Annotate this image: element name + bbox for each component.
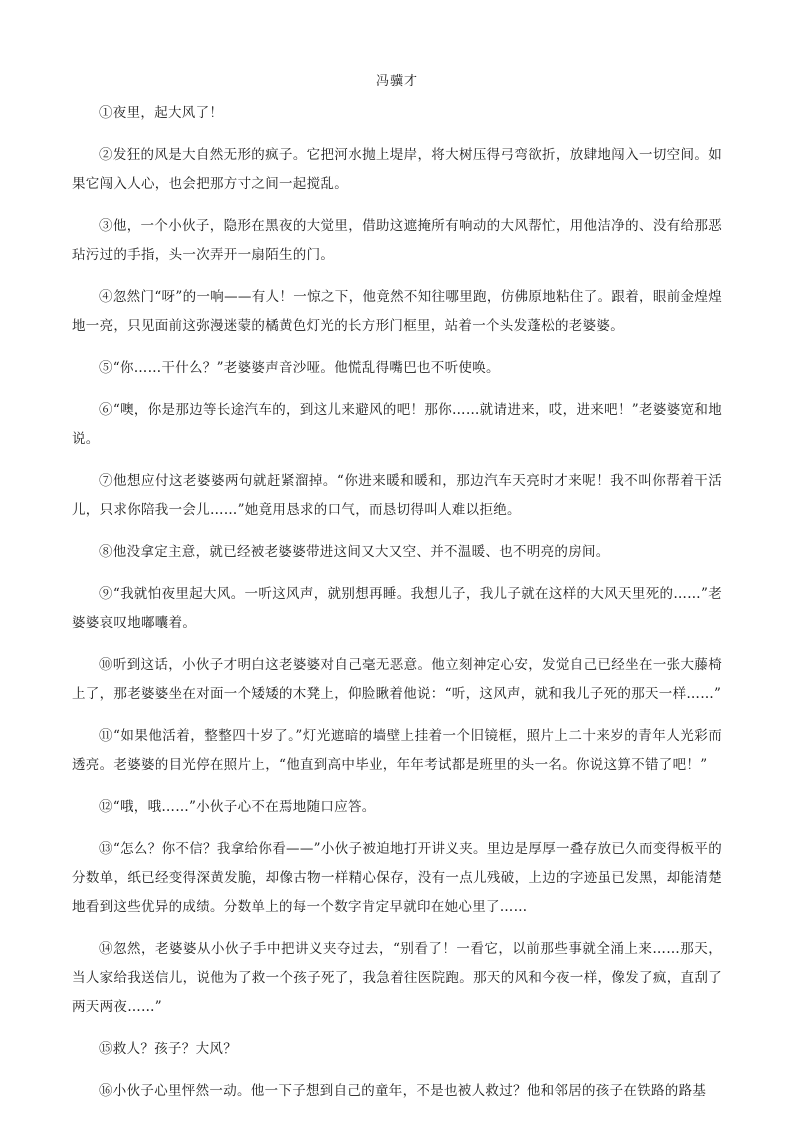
paragraph-6: ⑥“噢，你是那边等长途汽车的，到这儿来避风的吧！那你……就请进来，哎，进来吧！”老婆婆宽和地说。 xyxy=(72,402,722,447)
paragraph-10: ⑩听到这话，小伙子才明白这老婆婆对自己毫无恶意。他立刻神定心安，发觉自己已经坐在一张大藤椅上了，那老婆婆坐在对面一个矮矮的木凳上，仰脸瞅着他说：“听，这风声，就和我儿子死的那天一样……” xyxy=(72,657,722,702)
paragraph-11: ⑪“如果他活着，整整四十岁了。”灯光遮暗的墙壁上挂着一个旧镜框，照片上二十来岁的青年人光彩而透亮。老婆婆的目光停在照片上，“他直到高中毕业，年年考试都是班里的头一名。你说这算不错了吧！” xyxy=(72,728,722,773)
paragraph-15: ⑮救人？孩子？大风？ xyxy=(99,1041,237,1057)
paragraph-7: ⑦他想应付这老婆婆两句就赶紧溜掉。“你进来暖和暖和，那边汽车天亮时才来呢！我不叫你帮着干活儿，只求你陪我一会儿……”她竟用恳求的口气，而恳切得叫人难以拒绝。 xyxy=(72,473,722,518)
paragraph-14: ⑭忽然，老婆婆从小伙子手中把讲义夹夺过去，“别看了！一看它，以前那些事就全涌上来……那天，当人家给我送信儿，说他为了救一个孩子死了，我急着往医院跑。那天的风和今夜一样，像发了疯，直刮了两天两夜……” xyxy=(72,941,722,1015)
paragraph-2: ②发狂的风是大自然无形的疯子。它把河水抛上堤岸，将大树压得弓弯欲折，放肆地闯入一切空间。如果它闯入人心，也会把那方寸之间一起搅乱。 xyxy=(72,147,722,192)
paragraph-8: ⑧他没拿定主意，就已经被老婆婆带进这间又大又空、并不温暖、也不明亮的房间。 xyxy=(99,544,610,560)
paragraph-4: ④忽然门“呀”的一响——有人！一惊之下，他竟然不知往哪里跑，仿佛原地粘住了。跟着，眼前金煌煌地一亮，只见面前这弥漫迷蒙的橘黄色灯光的长方形门框里，站着一个头发蓬松的老婆婆。 xyxy=(72,289,722,334)
paragraph-1: ①夜里，起大风了！ xyxy=(99,105,224,121)
author-name: 冯骥才 xyxy=(375,74,418,89)
paragraph-3: ③他，一个小伙子，隐形在黑夜的大觉里，借助这遮掩所有响动的大风帮忙，用他洁净的、没有给那恶玷污过的手指，头一次弄开一扇陌生的门。 xyxy=(72,218,722,263)
paragraph-9: ⑨“我就怕夜里起大风。一听这风声，就别想再睡。我想儿子，我儿子就在这样的大风天里死的……”老婆婆哀叹地嘟囔着。 xyxy=(72,586,722,631)
paragraph-5: ⑤“你……干什么？”老婆婆声音沙哑。他慌乱得嘴巴也不听使唤。 xyxy=(99,360,500,376)
paragraph-12: ⑫“哦，哦……”小伙子心不在焉地随口应答。 xyxy=(99,799,376,815)
article-body xyxy=(72,99,722,1119)
paragraph-16: ⑯小伙子心里怦然一动。他一下子想到自己的童年，不是也被人救过？他和邻居的孩子在铁路的路基 xyxy=(99,1083,707,1099)
paragraph-13: ⑬“怎么？你不信？我拿给你看——”小伙子被迫地打开讲义夹。里边是厚厚一叠存放已久而变得板平的分数单，纸已经变得深黄发脆，却像古物一样精心保存，没有一点儿残破，上边的字迹虽已发黑，却能清楚地看到这些优异的成绩。分数单上的每一个数字肯定早就印在她心里了…… xyxy=(72,841,722,915)
